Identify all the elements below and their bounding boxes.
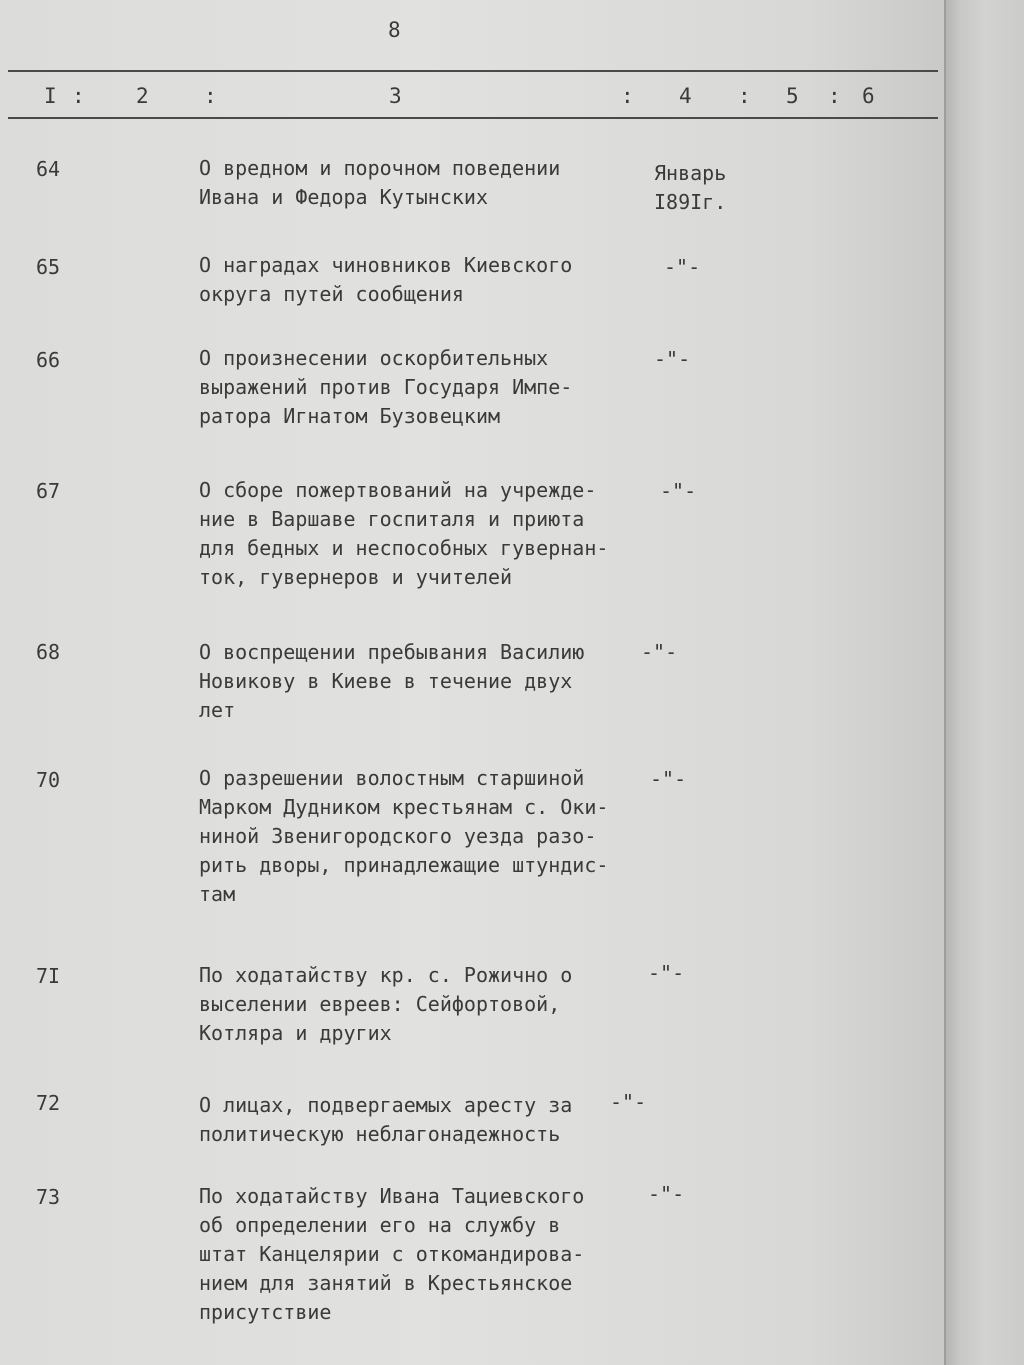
row-title: О воспрещении пребывания Василию Новикову в Киеве в течение двух лет [199,640,585,722]
row-number: 73 [36,1185,61,1209]
row-date: -"- [610,1090,647,1114]
row-number: 68 [36,640,61,664]
row-date: -"- [664,255,701,279]
row-number: 72 [36,1091,61,1115]
row-title: О вредном и порочном поведении Ивана и Федора Кутынских [199,156,561,209]
underlying-page [946,0,1024,1365]
row-number: 7I [36,964,61,988]
row-number: 65 [36,255,61,279]
row-number: 66 [36,348,61,372]
row-title: По ходатайству кр. с. Рожично о выселении евреев: Сейфортовой, Котляра и других [199,963,573,1045]
column-separator: : [738,84,751,108]
row-date: -"- [654,347,691,371]
header-rule-bottom [8,117,938,119]
row-number: 70 [36,768,61,792]
row-title: О произнесении оскорбительных выражений против Государя Импе- ратора Игнатом Бузовецким [199,346,573,428]
column-header-5: 5 [786,84,799,108]
row-title: О разрешении волостным старшиной Марком Дудником крестьянам с. Оки- ниной Звенигородского уезда разо- рить дворы, принадлежащие штундис- там [199,766,609,906]
row-date: -"- [641,640,678,664]
row-title: О лицах, подвергаемых аресту за политическую неблагонадежность [199,1093,573,1146]
column-header-3: 3 [389,84,402,108]
column-separator: : [72,84,85,108]
row-date: -"- [648,1182,685,1206]
column-separator: : [621,84,634,108]
column-separator: : [204,84,217,108]
row-title: По ходатайству Ивана Тациевского об определении его на службу в штат Канцелярии с откомандирова- нием для занятий в Крестьянское присутствие [199,1184,585,1324]
row-date: -"- [650,767,687,791]
row-date: Январь I89Iг. [654,161,727,214]
row-date: -"- [648,961,685,985]
column-header-1: I [44,84,57,108]
row-title: О сборе пожертвований на учрежде- ние в Варшаве госпиталя и приюта для бедных и неспособных гувернан- ток, гувернеров и учителей [199,478,609,589]
row-date: -"- [660,479,697,503]
row-title: О наградах чиновников Киевского округа путей сообщения [199,253,573,306]
column-header-6: 6 [862,84,875,108]
column-separator: : [828,84,841,108]
header-rule-top [8,70,938,72]
row-number: 67 [36,479,61,503]
page-number: 8 [388,18,401,42]
row-number: 64 [36,157,61,181]
column-header-2: 2 [136,84,149,108]
column-header-4: 4 [679,84,692,108]
